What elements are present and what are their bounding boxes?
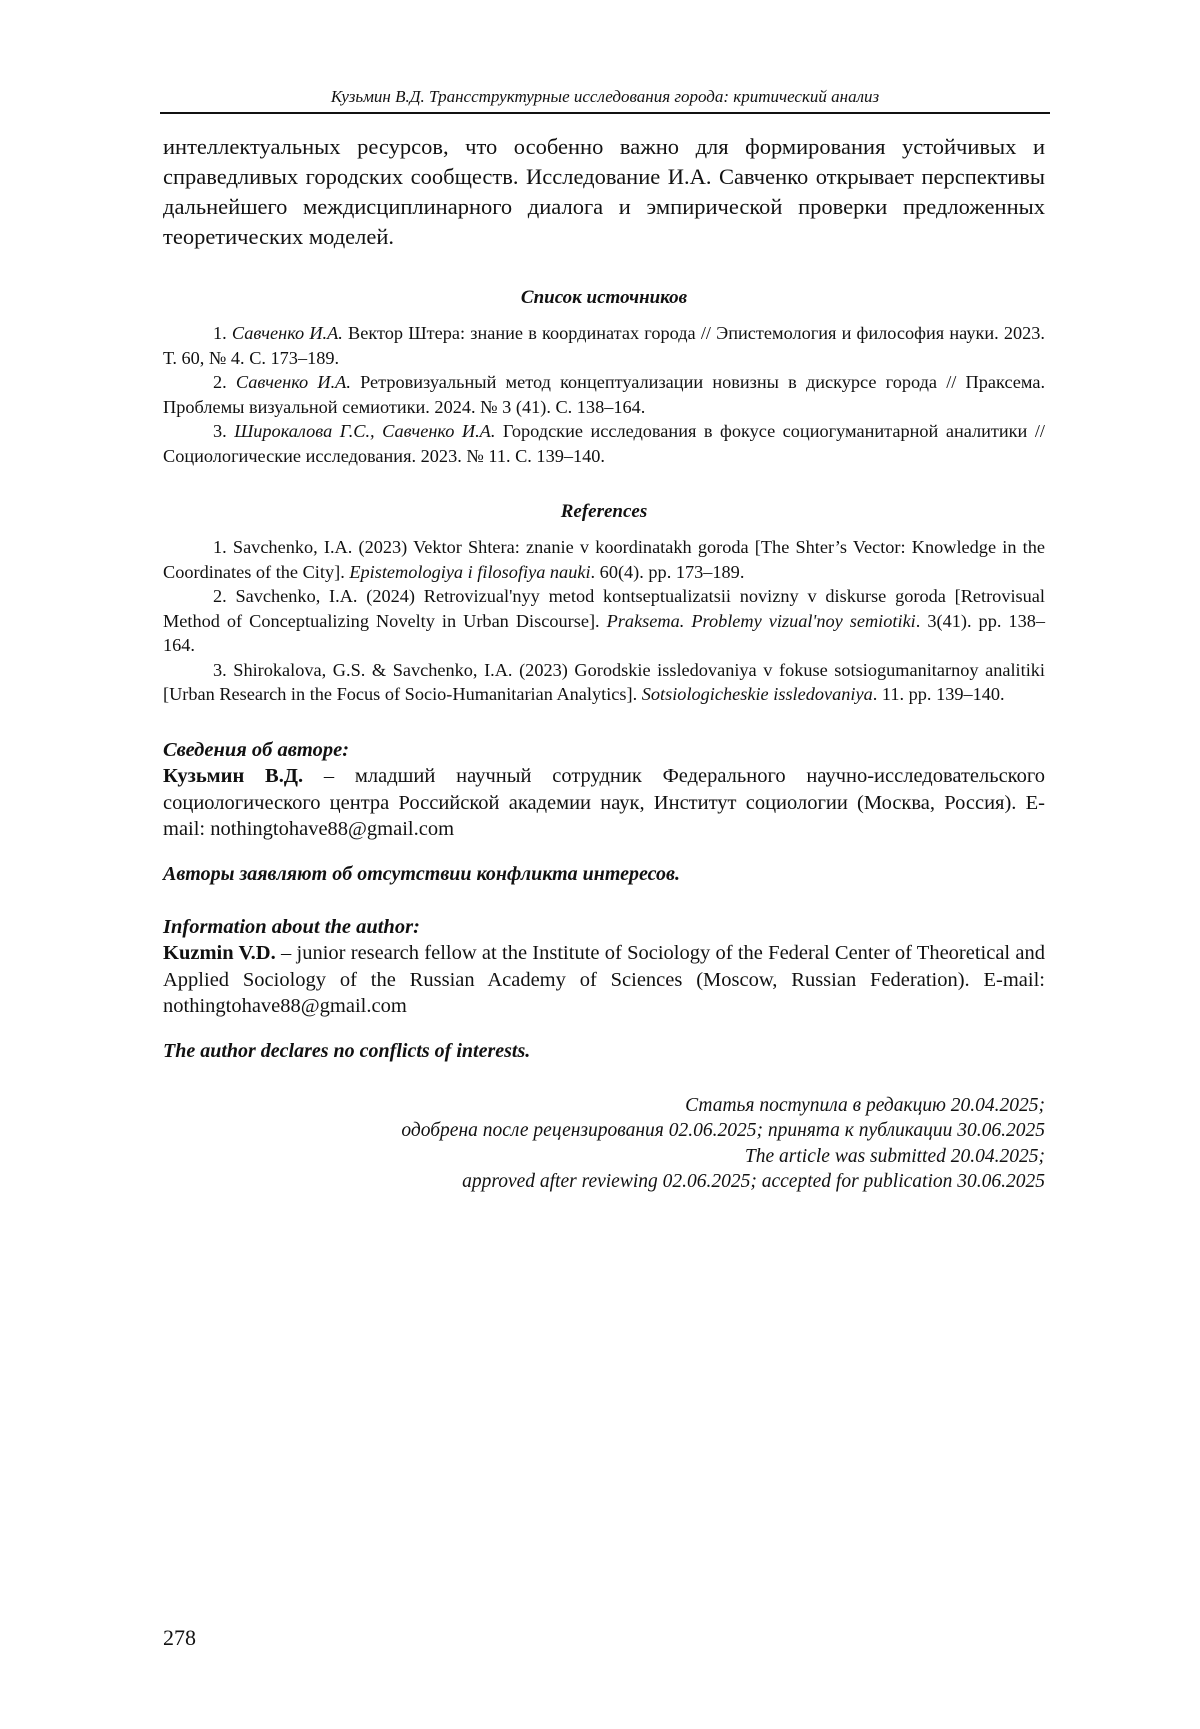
reference-journal: Praksema. Problemy vizual'noy semiotiki: [606, 610, 916, 631]
author-bio-ru: – младший научный сотрудник Федерального научно-исследовательского социологического центра Российской академии наук, Институт социологии (Москва, Россия). E-mail: nothingtohave88@gmail.com: [163, 765, 1045, 840]
author-heading-ru: Сведения об авторе:: [163, 738, 350, 761]
author-info-ru: [163, 737, 1045, 843]
reference-item: [163, 535, 1045, 584]
author-name-en: Kuzmin V.D.: [163, 942, 276, 964]
source-text: Городские исследования в фокусе социогуманитарной аналитики // Социологические исследования. 2023. № 11. С. 139–140.: [163, 421, 1045, 466]
source-authors: Савченко И.А.: [235, 372, 351, 392]
source-number: 3.: [213, 421, 235, 441]
conflict-statement-en: The author declares no conflicts of interests.: [163, 1039, 531, 1062]
source-item: [163, 370, 1045, 419]
reference-tail: . 60(4). pp. 173–189.: [590, 561, 745, 582]
source-item: [163, 419, 1045, 468]
date-line: одобрена после рецензирования 02.06.2025; принята к публикации 30.06.2025: [401, 1120, 1045, 1141]
author-name-ru: Кузьмин В.Д.: [163, 765, 304, 787]
date-line: The article was submitted 20.04.2025;: [744, 1145, 1045, 1167]
author-description-ru: [163, 763, 1045, 843]
reference-item: [163, 584, 1045, 658]
reference-text: 1. Savchenko, I.A. (2023) Vektor Shtera: znanie v koordinatakh goroda [The Shter’s Vector: Knowledge in the Coordinates of the City].: [163, 537, 1045, 582]
header-rule: [160, 112, 1050, 114]
source-authors: Савченко И.А.: [231, 323, 343, 343]
date-line: approved after reviewing 02.06.2025; accepted for publication 30.06.2025: [462, 1171, 1045, 1192]
source-text: Вектор Штера: знание в координатах города // Эпистемология и философия науки. 2023. Т. 60, № 4. С. 173–189.: [163, 323, 1046, 368]
source-text: Ретровизуальный метод концептуализации новизны в дискурсе города // Праксема. Проблемы визуальной семиотики. 2024. № 3 (41). С. 138–164.: [163, 372, 1046, 417]
page-content: [163, 132, 1045, 1195]
author-bio-en: – junior research fellow at the Institute of Sociology of the Federal Center of Theoretical and Applied Sociology of the Russian Academy of Sciences (Moscow, Russian Federation). E-mail: nothingtohave88@gmail.com: [163, 942, 1045, 1017]
reference-text: 2. Savchenko, I.A. (2024) Retrovizual'nyy metod kontseptualizatsii novizny v diskurse goroda [Retrovisual Method of Conceptualizing Novelty in Urban Discourse].: [163, 586, 1045, 631]
running-header: Кузьмин В.Д. Трансструктурные исследования города: критический анализ: [330, 87, 880, 106]
references-list: [163, 535, 1045, 707]
reference-journal: Epistemologiya i filosofiya nauki: [349, 561, 591, 582]
reference-tail: . 11. pp. 139–140.: [872, 684, 1005, 704]
submission-dates: [163, 1093, 1045, 1195]
reference-journal: Sotsiologicheskie issledovaniya: [641, 684, 873, 704]
body-paragraph: интеллектуальных ресурсов, что особенно важно для формирования устойчивых и справедливых городских сообществ. Исследование И.А. Савченко открывает перспективы дальнейшего междисциплинарного диалога и эмпирической проверки предложенных теоретических моделей.: [163, 134, 1045, 249]
sources-title: Список источников: [520, 287, 688, 308]
sources-list: [163, 321, 1045, 468]
source-authors: Широкалова Г.С., Савченко И.А.: [234, 421, 496, 441]
reference-tail: . 3(41). pp. 138–164.: [163, 610, 1045, 655]
source-number: 2.: [213, 372, 236, 392]
author-heading-en: Information about the author:: [163, 915, 420, 938]
conflict-statement-ru: Авторы заявляют об отсутствии конфликта интересов.: [163, 862, 680, 885]
reference-text: 3. Shirokalova, G.S. & Savchenko, I.A. (2023) Gorodskie issledovaniya v fokuse sotsiogumanitarnoy analitiki [Urban Research in the Focus of Socio-Humanitarian Analytics].: [163, 659, 1045, 704]
references-title: References: [560, 501, 648, 522]
date-line: Статья поступила в редакцию 20.04.2025;: [685, 1094, 1045, 1116]
reference-item: [163, 658, 1045, 707]
page-number: 278: [163, 1625, 196, 1650]
author-description-en: [163, 940, 1045, 1020]
author-info-en: [163, 914, 1045, 1020]
source-number: 1.: [213, 323, 232, 343]
source-item: [163, 321, 1045, 370]
